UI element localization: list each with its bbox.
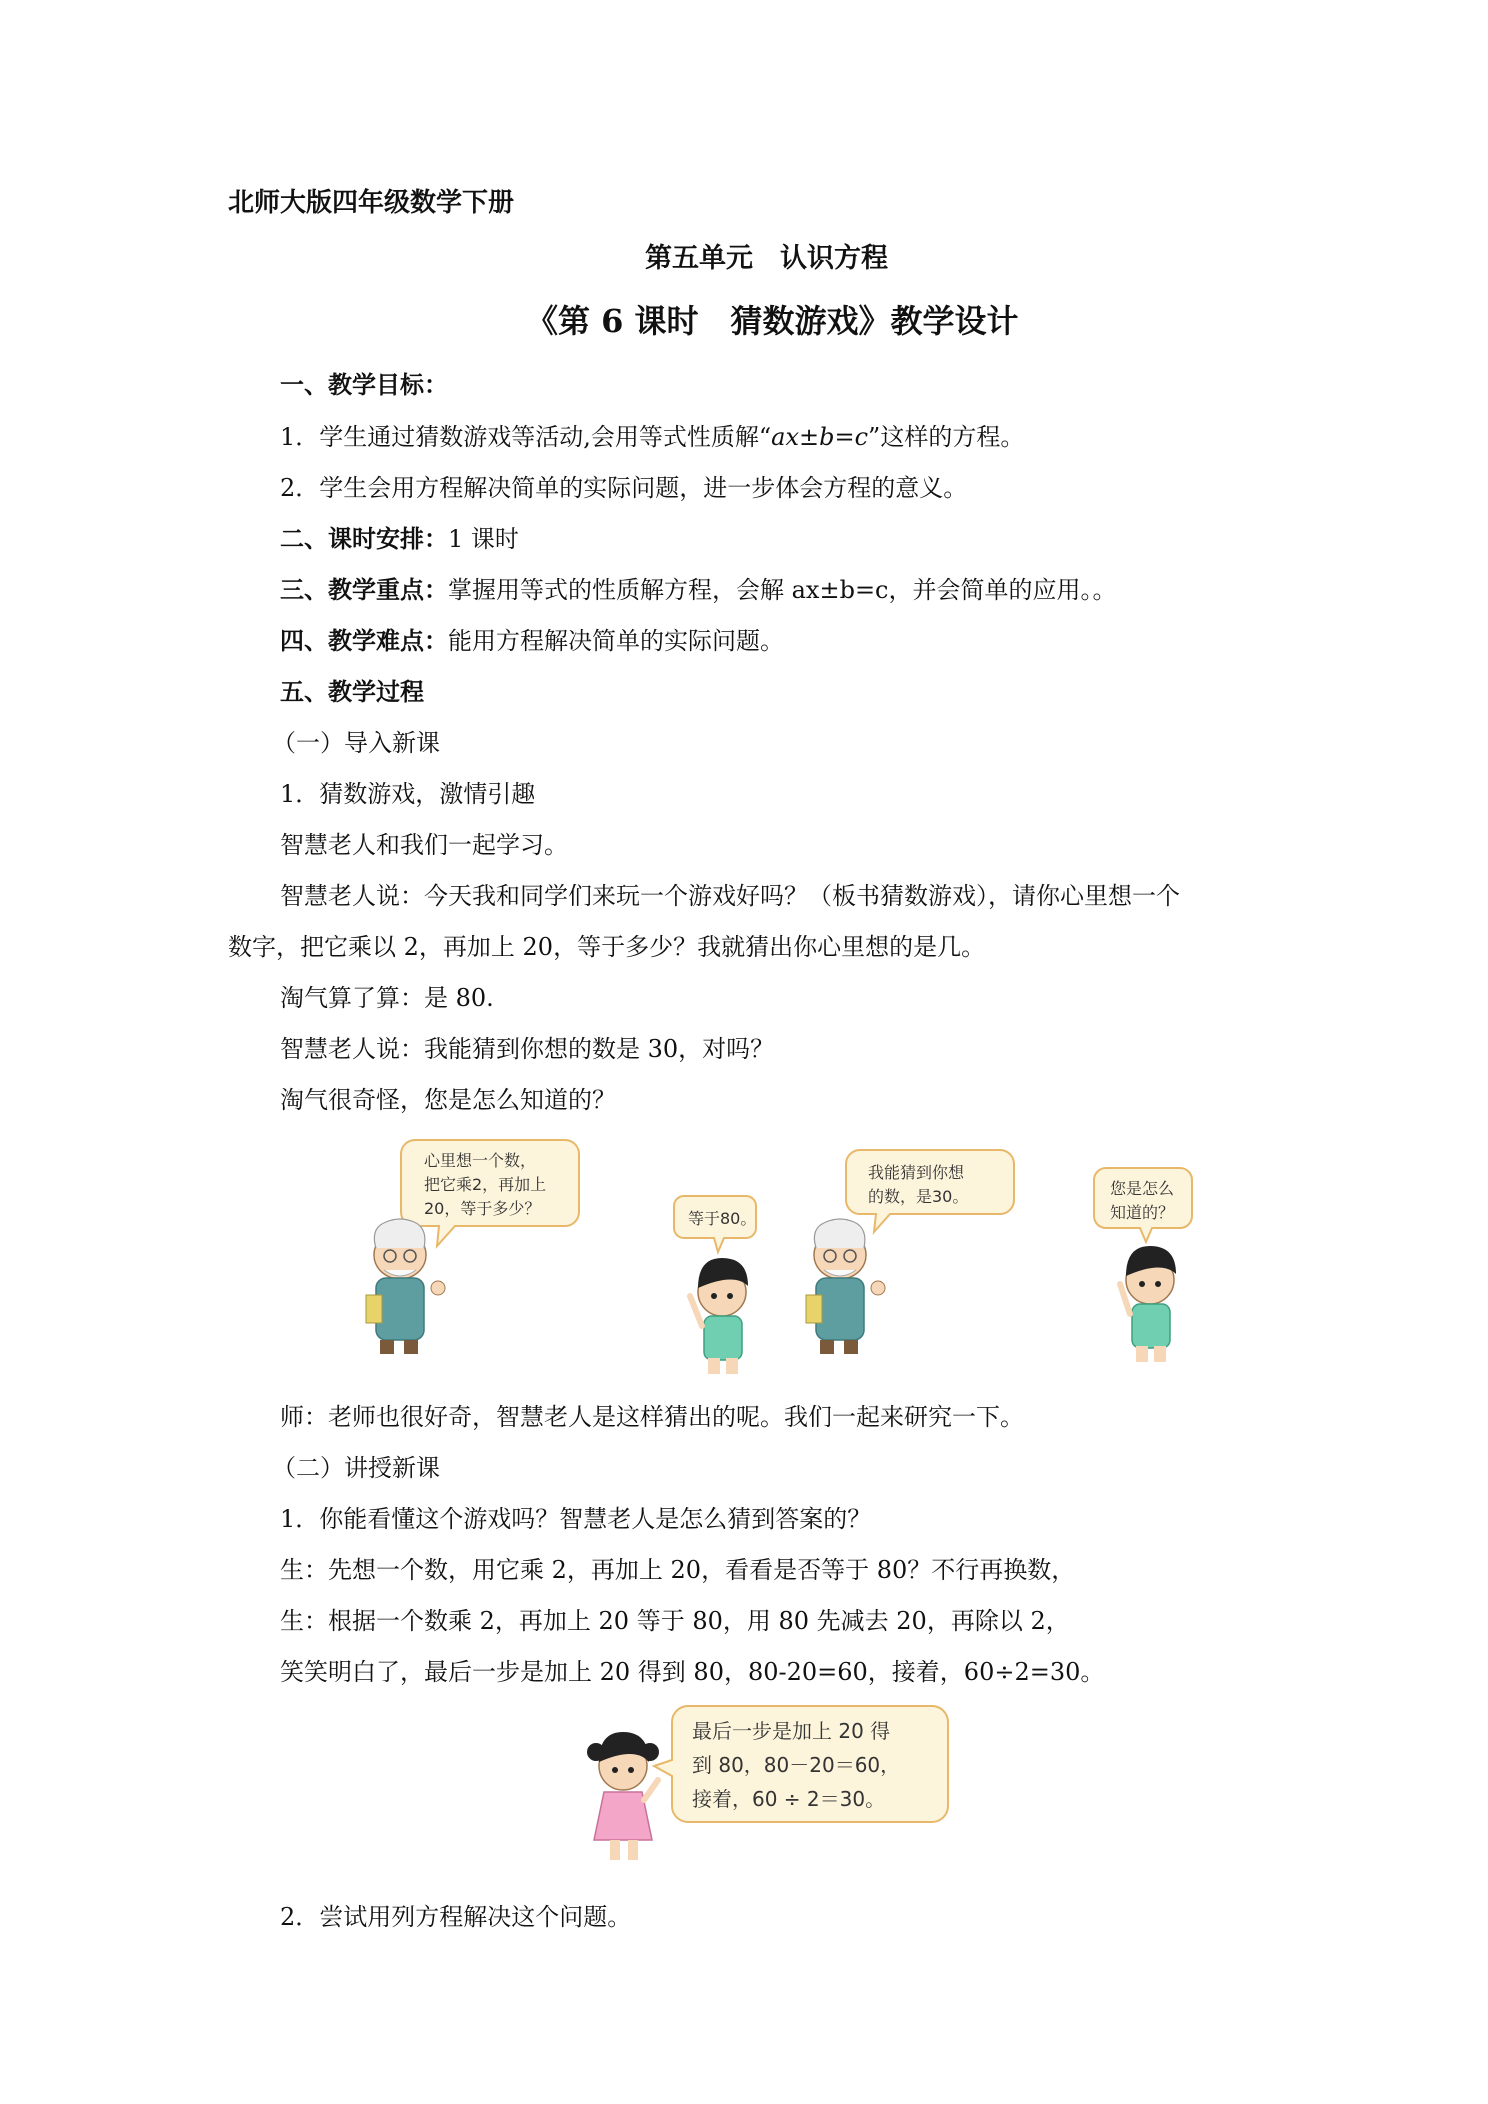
wise-old-man-figure-1 — [366, 1219, 445, 1354]
difficulty-line — [280, 624, 784, 658]
girl-bubble-line-2: 到 80，80－20＝60， — [692, 1753, 901, 1777]
girl-bubble-line-1: 最后一步是加上 20 得 — [692, 1719, 891, 1743]
girl-bubble-line-3: 接着，60 ÷ 2＝30。 — [692, 1787, 886, 1811]
p1-item-1: 1．猜数游戏，激情引趣 — [280, 780, 536, 808]
unit-title: 第五单元 认识方程 — [645, 243, 888, 274]
book-title: 北师大版四年级数学下册 — [228, 188, 515, 218]
p1-line-3: 淘气算了算：是 80. — [280, 984, 494, 1012]
old-man-speech-bubble-1 — [401, 1140, 579, 1246]
boy-speech-bubble-2 — [1094, 1168, 1192, 1242]
key-point-line — [280, 573, 1117, 607]
p2-item-1: 1．你能看懂这个游戏吗？智慧老人是怎么猜到答案的？ — [280, 1505, 872, 1533]
part1-heading: （一）导入新课 — [272, 729, 440, 757]
old-man-bubble-2-line-2: 的数，是30。 — [868, 1187, 969, 1206]
p1-line-4: 智慧老人说：我能猜到你想的数是 30，对吗？ — [280, 1035, 775, 1063]
wise-old-man-figure-2 — [806, 1219, 885, 1354]
p1-line-1: 智慧老人和我们一起学习。 — [280, 831, 568, 859]
naughty-boy-figure-2 — [1120, 1246, 1176, 1362]
goal-item-1-formula: ax±b=c — [771, 423, 869, 451]
difficulty-heading: 四、教学难点： — [280, 626, 448, 655]
p1-line-2b: 数字，把它乘以 2，再加上 20，等于多少？我就猜出你心里想的是几。 — [228, 933, 986, 961]
goal-item-1 — [280, 420, 1024, 454]
boy-speech-bubble-1 — [674, 1196, 756, 1252]
old-man-bubble-2-line-1: 我能猜到你想 — [868, 1163, 965, 1182]
old-man-bubble-1-line-3: 20，等于多少？ — [424, 1199, 541, 1218]
p2-item-2: 2．尝试用列方程解决这个问题。 — [280, 1903, 632, 1931]
p2-line-2: 生：根据一个数乘 2，再加上 20 等于 80，用 80 先减去 20，再除以 2， — [280, 1607, 1070, 1635]
old-man-speech-bubble-2 — [846, 1150, 1014, 1232]
boy-bubble-2-line-1: 您是怎么 — [1110, 1179, 1175, 1198]
key-point-heading: 三、教学重点： — [280, 575, 448, 604]
xiaoxiao-illustration — [580, 1700, 980, 1880]
schedule-line — [280, 522, 519, 556]
old-man-bubble-1-line-2: 把它乘2，再加上 — [424, 1175, 547, 1194]
p2-line-1: 生：先想一个数，用它乘 2，再加上 20，看看是否等于 80？不行再换数， — [280, 1556, 1076, 1584]
schedule-value: 1 课时 — [448, 525, 519, 553]
boy-bubble-2-line-2: 知道的？ — [1110, 1203, 1175, 1222]
teacher-line: 师：老师也很好奇，智慧老人是这样猜出的呢。我们一起来研究一下。 — [280, 1403, 1024, 1431]
difficulty-value: 能用方程解决简单的实际问题。 — [448, 627, 784, 655]
girl-speech-bubble — [654, 1706, 948, 1822]
guessing-game-illustration — [340, 1130, 1240, 1380]
key-point-value: 掌握用等式的性质解方程，会解 ax±b=c，并会简单的应用。。 — [448, 576, 1117, 604]
p1-line-2a: 智慧老人说：今天我和同学们来玩一个游戏好吗？（板书猜数游戏），请你心里想一个 — [280, 882, 1180, 910]
old-man-bubble-1-line-1: 心里想一个数， — [424, 1151, 537, 1170]
goal-item-2: 2．学生会用方程解决简单的实际问题，进一步体会方程的意义。 — [280, 474, 968, 502]
part2-heading: （二）讲授新课 — [272, 1454, 440, 1482]
schedule-heading: 二、课时安排： — [280, 524, 448, 553]
p1-line-5: 淘气很奇怪，您是怎么知道的？ — [280, 1086, 616, 1114]
p2-line-3: 笑笑明白了，最后一步是加上 20 得到 80，80-20=60，接着，60÷2=30。 — [280, 1658, 1105, 1686]
boy-bubble-1-line-1: 等于80。 — [688, 1209, 757, 1228]
lesson-title: 《第 6 课时 猜数游戏》教学设计 — [526, 302, 1019, 340]
naughty-boy-figure-1 — [690, 1258, 748, 1374]
xiaoxiao-girl-figure — [587, 1732, 659, 1860]
goals-heading: 一、教学目标： — [280, 370, 448, 399]
goal-item-1-suffix: ”这样的方程。 — [868, 423, 1025, 451]
goal-item-1-prefix: 1．学生通过猜数游戏等活动,会用等式性质解“ — [280, 423, 772, 451]
process-heading: 五、教学过程 — [280, 677, 424, 706]
